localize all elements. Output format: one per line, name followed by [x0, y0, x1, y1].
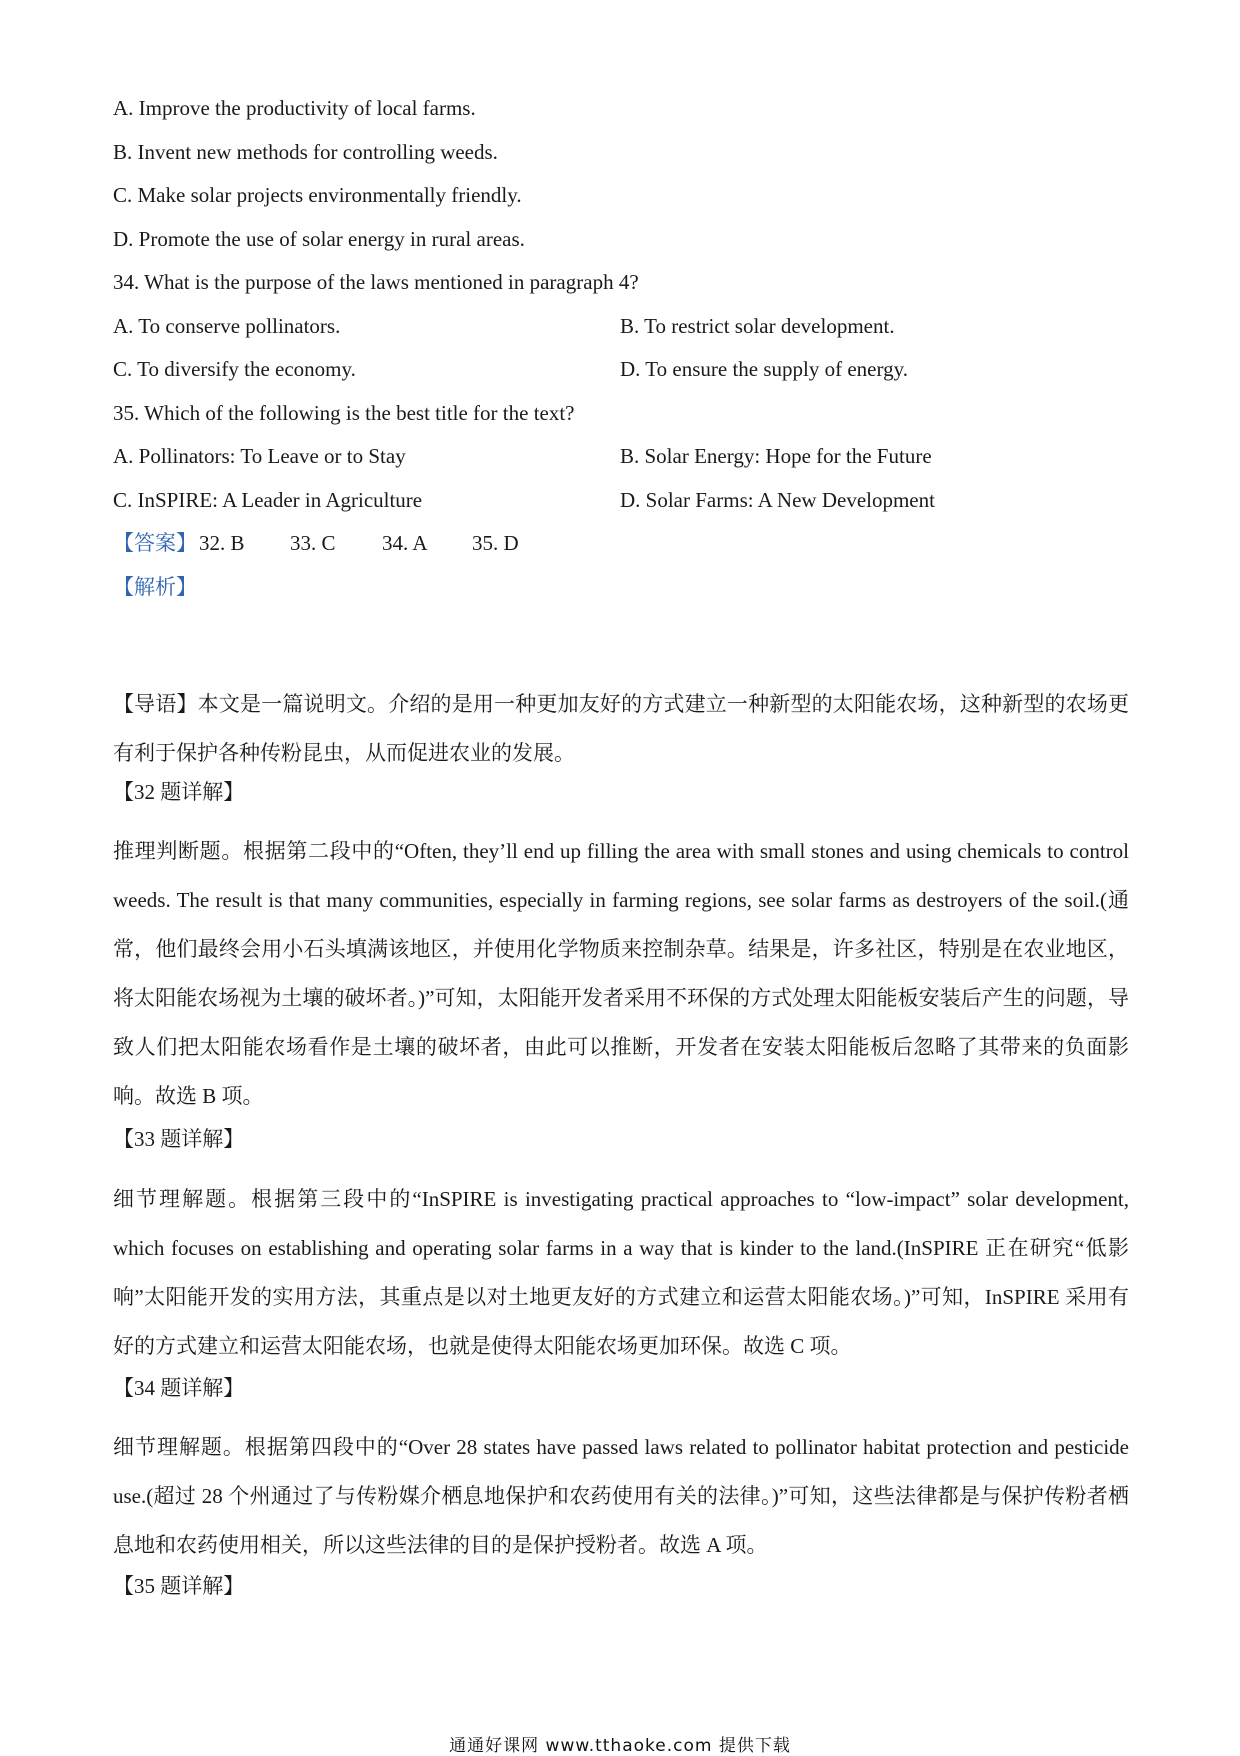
- detail-33-heading: 【33 题详解】: [113, 1127, 245, 1151]
- option-35-a: A. Pollinators: To Leave or to Stay: [113, 444, 406, 468]
- answer-item-34: 34. A: [382, 531, 428, 555]
- option-33-d: D. Promote the use of solar energy in rural areas.: [113, 227, 525, 251]
- detail-33-text: 细节理解题。根据第三段中的“InSPIRE is investigating practical approaches to “low-impact” solar development, which focuses on establishing and operating solar farms in a way that is kinder to the land.(InSPIRE 正在研究“低影响”太阳能开发的实用方法，其重点是以对土地更友好的方式建立和运营太阳能农场。)”可知，InSPIRE 采用有好的方式建立和运营太阳能农场，也就是使得太阳能农场更加环保。故选 C 项。: [113, 1187, 1129, 1358]
- option-33-a: A. Improve the productivity of local farms.: [113, 96, 476, 120]
- option-34-d: D. To ensure the supply of energy.: [620, 357, 909, 381]
- page-footer: 通通好课网 www.tthaoke.com 提供下载: [449, 1736, 791, 1756]
- option-35-b: B. Solar Energy: Hope for the Future: [620, 444, 932, 468]
- option-34-b: B. To restrict solar development.: [620, 314, 895, 338]
- answer-tag: 【答案】: [113, 531, 197, 555]
- detail-32-heading: 【32 题详解】: [113, 780, 245, 804]
- option-35-c: C. InSPIRE: A Leader in Agriculture: [113, 488, 423, 512]
- option-33-b: B. Invent new methods for controlling weeds.: [113, 140, 498, 164]
- analysis-tag: 【解析】: [113, 575, 197, 599]
- option-34-a: A. To conserve pollinators.: [113, 314, 341, 338]
- detail-35-heading: 【35 题详解】: [113, 1574, 245, 1598]
- intro-paragraph: 【导语】本文是一篇说明文。介绍的是用一种更加友好的方式建立一种新型的太阳能农场，这种新型的农场更有利于保护各种传粉昆虫，从而促进农业的发展。: [113, 692, 1129, 765]
- option-33-c: C. Make solar projects environmentally friendly.: [113, 183, 522, 207]
- answer-line: [113, 528, 197, 558]
- question-34: 34. What is the purpose of the laws mentioned in paragraph 4?: [113, 270, 639, 294]
- detail-34-text: 细节理解题。根据第四段中的“Over 28 states have passed laws related to pollinator habitat protection and pesticide use.(超过 28 个州通过了与传粉媒介栖息地保护和农药使用有关的法律。)”可知，这些法律都是与保护传粉者栖息地和农药使用相关，所以这些法律的目的是保护授粉者。故选 A 项。: [113, 1435, 1129, 1557]
- detail-34-heading: 【34 题详解】: [113, 1376, 245, 1400]
- detail-32-text: 推理判断题。根据第二段中的“Often, they’ll end up filling the area with small stones and using chemicals to control weeds. The result is that many communities, especially in farming regions, see solar farms as destroyers of the soil.(通常，他们最终会用小石头填满该地区，并使用化学物质来控制杂草。结果是，许多社区，特别是在农业地区，将太阳能农场视为土壤的破坏者。)”可知，太阳能开发者采用不环保的方式处理太阳能板安装后产生的问题，导致人们把太阳能农场看作是土壤的破坏者，由此可以推断，开发者在安装太阳能板后忽略了其带来的负面影响。故选 B 项。: [113, 839, 1129, 1108]
- option-34-c: C. To diversify the economy.: [113, 357, 356, 381]
- question-35: 35. Which of the following is the best title for the text?: [113, 401, 575, 425]
- answer-item-33: 33. C: [290, 531, 336, 555]
- answer-item-35: 35. D: [472, 531, 519, 555]
- answer-item-32: 32. B: [199, 531, 245, 555]
- option-35-d: D. Solar Farms: A New Development: [620, 488, 935, 512]
